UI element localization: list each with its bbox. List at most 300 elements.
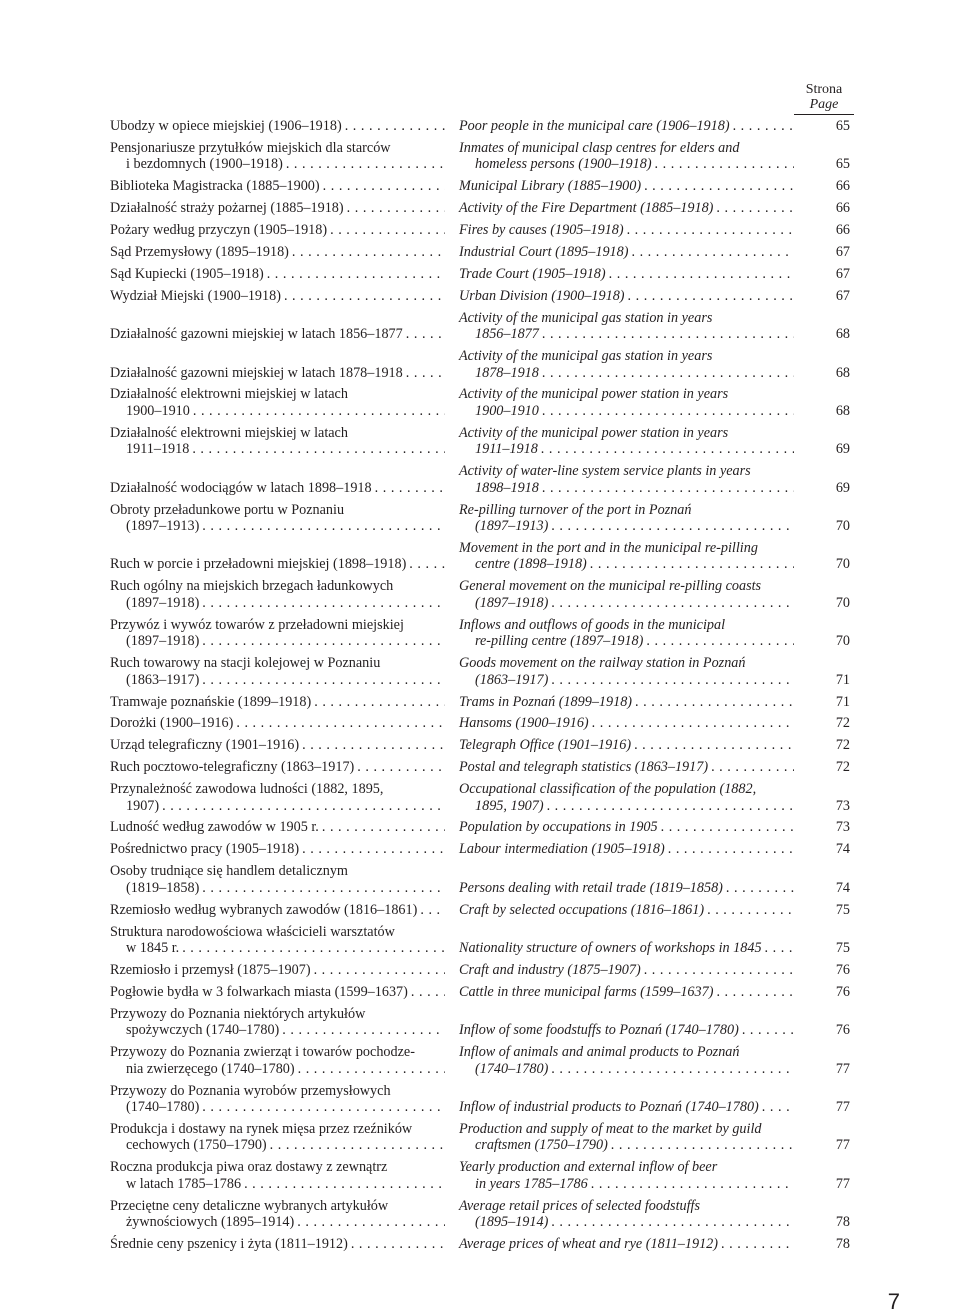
en-title-line2 — [459, 902, 794, 919]
page-ref: 67 — [835, 287, 850, 304]
pl-title-text: Działalność gazowni miejskiej w latach 1878–1918 — [110, 364, 403, 381]
pl-title-text: Rzemiosło według wybranych zawodów (1816–1861) — [110, 901, 418, 918]
en-title-text: Cattle in three municipal farms (1599–1637) — [459, 983, 714, 1000]
polish-title — [110, 118, 445, 135]
pl-title-text: Ruch w porcie i przeładowni miejskiej (1898–1918) — [110, 556, 407, 573]
polish-title — [110, 984, 445, 1001]
pl-title-line2 — [110, 1061, 445, 1078]
en-title-text: 1911–1918 — [475, 441, 538, 458]
page-ref: 77 — [835, 1175, 850, 1192]
toc-entry — [110, 759, 850, 776]
en-title-text: Trade Court (1905–1918) — [459, 265, 606, 282]
pl-title-line2 — [110, 759, 445, 776]
en-title-text: (1897–1913) — [475, 518, 549, 535]
dot-leader — [342, 118, 445, 135]
english-title — [459, 386, 794, 419]
pl-title-text: żywnościowych (1895–1914) — [126, 1214, 295, 1231]
pl-title-line2 — [110, 288, 445, 305]
dot-leader — [704, 902, 794, 919]
polish-title — [110, 1198, 445, 1231]
pl-title-text: Pożary według przyczyn (1905–1918) — [110, 222, 328, 239]
english-title — [459, 1198, 794, 1231]
en-title-line1: Goods movement on the railway station in Poznań — [459, 655, 746, 672]
en-title-line2 — [459, 880, 794, 897]
polish-title — [110, 1159, 445, 1192]
english-title — [459, 140, 794, 173]
pl-title-line2 — [110, 200, 445, 217]
dot-leader — [631, 737, 794, 754]
page-ref: 66 — [835, 222, 850, 239]
toc-entry — [110, 140, 850, 173]
dot-leader — [730, 118, 794, 135]
pl-title-text: Średnie ceny pszenicy i żyta (1811–1912) — [110, 1236, 348, 1253]
en-title-line1: Re-pilling turnover of the port in Poznań — [459, 501, 692, 518]
english-title — [459, 1236, 794, 1253]
en-title-line2 — [459, 556, 794, 573]
pl-title-text: Tramwaje poznańskie (1899–1918) — [110, 693, 312, 710]
dot-leader — [739, 1022, 794, 1039]
dot-leader — [233, 715, 445, 732]
toc-entry — [110, 1159, 850, 1192]
en-title-text: 1856–1877 — [475, 326, 539, 343]
pl-title-line2 — [110, 365, 445, 382]
en-title-text: 1878–1918 — [475, 364, 539, 381]
pl-title-line1: Osoby trudniące się handlem detalicznym — [110, 863, 348, 880]
en-title-text: Hansoms (1900–1916) — [459, 715, 589, 732]
en-title-line2 — [459, 962, 794, 979]
polish-title — [110, 1006, 445, 1039]
pl-title-line1: Przynależność zawodowa ludności (1882, 1895, — [110, 781, 384, 798]
polish-title — [110, 178, 445, 195]
english-title — [459, 694, 794, 711]
pl-title-text: i bezdomnych (1900–1918) — [126, 156, 283, 173]
en-title-line2 — [459, 940, 794, 957]
polish-title — [110, 480, 445, 497]
pl-title-line2 — [110, 1099, 445, 1116]
page-column-header — [794, 82, 854, 115]
english-title — [459, 1022, 794, 1039]
dot-leader — [606, 266, 794, 283]
pl-title-text: Działalność gazowni miejskiej w latach 1856–1877 — [110, 326, 403, 343]
polish-title — [110, 1121, 445, 1154]
en-title-line1: Inflows and outflows of goods in the municipal — [459, 616, 726, 633]
en-title-line2 — [459, 1137, 794, 1154]
pl-title-line2 — [110, 244, 445, 261]
dot-leader — [539, 480, 794, 497]
dot-leader — [199, 1099, 445, 1116]
dot-leader — [320, 178, 445, 195]
english-title — [459, 288, 794, 305]
pl-title-line1: Przywozy do Poznania niektórych artykułów — [110, 1005, 366, 1022]
toc-entry — [110, 386, 850, 419]
polish-title — [110, 386, 445, 419]
pl-title-text: (1863–1917) — [126, 671, 200, 688]
toc-entry — [110, 578, 850, 611]
dot-leader — [311, 694, 445, 711]
pl-title-line2 — [110, 841, 445, 858]
english-title — [459, 1099, 794, 1116]
en-title-line2 — [459, 326, 794, 343]
pl-title-text: Biblioteka Magistracka (1885–1900) — [110, 178, 320, 195]
dot-leader — [632, 694, 794, 711]
dot-leader — [408, 984, 445, 1001]
en-title-line2 — [459, 118, 794, 135]
en-title-line2 — [459, 1176, 794, 1193]
en-title-text: (1897–1918) — [475, 594, 549, 611]
page-ref: 71 — [835, 671, 850, 688]
pl-title-line2 — [110, 326, 445, 343]
english-title — [459, 540, 794, 573]
toc-entry — [110, 463, 850, 496]
polish-title — [110, 288, 445, 305]
en-title-line1: Yearly production and external inflow of beer — [459, 1159, 718, 1176]
en-title-line2 — [459, 633, 794, 650]
dot-leader — [643, 633, 794, 650]
dot-leader — [241, 1176, 445, 1193]
toc-entry — [110, 288, 850, 305]
toc-entry — [110, 984, 850, 1001]
pl-title-line2 — [110, 984, 445, 1001]
english-title — [459, 425, 794, 458]
page-ref: 75 — [835, 901, 850, 918]
en-title-text: 1900–1910 — [475, 402, 539, 419]
dot-leader — [327, 222, 445, 239]
en-title-text: Inflow of some foodstuffs to Poznań (1740–1780) — [459, 1022, 739, 1039]
toc-entry — [110, 1236, 850, 1253]
en-title-line1: Inmates of municipal clasp centres for elders and — [459, 139, 740, 156]
english-title — [459, 655, 794, 688]
polish-title — [110, 715, 445, 732]
page-ref: 73 — [835, 819, 850, 836]
pl-title-text: Działalność wodociągów w latach 1898–1918 — [110, 479, 372, 496]
pl-title-text: cechowych (1750–1790) — [126, 1137, 267, 1154]
dot-leader — [311, 962, 445, 979]
english-title — [459, 715, 794, 732]
pl-title-line2 — [110, 178, 445, 195]
en-title-text: craftsmen (1750–1790) — [475, 1137, 608, 1154]
en-title-line1: General movement on the municipal re-pilling coasts — [459, 578, 762, 595]
english-title — [459, 118, 794, 135]
pl-title-line2 — [110, 118, 445, 135]
toc-entry — [110, 924, 850, 957]
dot-leader — [417, 902, 445, 919]
toc-entry — [110, 200, 850, 217]
page-number: 7 — [887, 1289, 900, 1314]
pl-title-line1: Ruch towarowy na stacji kolejowej w Poznaniu — [110, 655, 381, 672]
toc-entry — [110, 819, 850, 836]
toc-entry — [110, 310, 850, 343]
en-title-text: Telegraph Office (1901–1916) — [459, 737, 632, 754]
header-page: Page — [794, 97, 854, 115]
dot-leader — [299, 841, 445, 858]
polish-title — [110, 1083, 445, 1116]
en-title-line2 — [459, 365, 794, 382]
dot-leader — [372, 480, 445, 497]
toc-entry — [110, 1121, 850, 1154]
en-title-line2 — [459, 819, 794, 836]
page-ref: 69 — [835, 441, 850, 458]
english-title — [459, 962, 794, 979]
header-strona: Strona — [805, 82, 843, 97]
toc-entry — [110, 348, 850, 381]
dot-leader — [708, 759, 794, 776]
pl-title-line2 — [110, 1137, 445, 1154]
en-title-line1: Activity of the municipal gas station in years — [459, 348, 713, 365]
dot-leader — [589, 715, 794, 732]
polish-title — [110, 425, 445, 458]
en-title-text: Average prices of wheat and rye (1811–1912) — [459, 1236, 718, 1253]
page-ref: 65 — [835, 118, 850, 134]
pl-title-line2 — [110, 441, 445, 458]
page-ref: 70 — [835, 594, 850, 611]
english-title — [459, 1159, 794, 1192]
polish-title — [110, 902, 445, 919]
pl-title-text: spożywczych (1740–1780) — [126, 1022, 280, 1039]
toc-entry — [110, 266, 850, 283]
toc-list — [110, 118, 850, 1258]
en-title-line2 — [459, 480, 794, 497]
polish-title — [110, 222, 445, 239]
dot-leader — [658, 819, 794, 836]
dot-leader — [344, 200, 445, 217]
en-title-line2 — [459, 441, 794, 458]
dot-leader — [544, 798, 794, 815]
en-title-line2 — [459, 266, 794, 283]
pl-title-text: (1897–1918) — [126, 594, 200, 611]
english-title — [459, 841, 794, 858]
en-title-line1: Activity of water-line system service plants in years — [459, 463, 751, 480]
dot-leader — [281, 288, 445, 305]
pl-title-line2 — [110, 222, 445, 239]
pl-title-text: Sąd Kupiecki (1905–1918) — [110, 265, 264, 282]
page-ref: 78 — [835, 1236, 850, 1253]
page-ref: 73 — [835, 797, 850, 814]
dot-leader — [319, 819, 445, 836]
en-title-line2 — [459, 156, 794, 173]
dot-leader — [179, 940, 445, 957]
english-title — [459, 266, 794, 283]
pl-title-text: Dorożki (1900–1916) — [110, 715, 234, 732]
english-title — [459, 617, 794, 650]
page-ref: 72 — [835, 737, 850, 754]
en-title-text: Postal and telegraph statistics (1863–1917) — [459, 759, 709, 776]
toc-entry — [110, 1198, 850, 1231]
toc-entry — [110, 962, 850, 979]
pl-title-text: w 1845 r. — [126, 940, 180, 957]
page-ref: 77 — [835, 1137, 850, 1154]
dot-leader — [159, 798, 445, 815]
toc-entry — [110, 902, 850, 919]
en-title-line2 — [459, 222, 794, 239]
en-title-line2 — [459, 595, 794, 612]
dot-leader — [665, 841, 794, 858]
en-title-text: Industrial Court (1895–1918) — [459, 243, 629, 260]
en-title-line1: Activity of the municipal power station in years — [459, 424, 729, 441]
pl-title-line2 — [110, 902, 445, 919]
en-title-line1: Average retail prices of selected foodstuffs — [459, 1197, 701, 1214]
dot-leader — [588, 1176, 794, 1193]
en-title-text: 1898–1918 — [475, 479, 539, 496]
pl-title-line2 — [110, 556, 445, 573]
english-title — [459, 222, 794, 239]
en-title-line2 — [459, 403, 794, 420]
polish-title — [110, 863, 445, 896]
pl-title-line2 — [110, 403, 445, 420]
en-title-line1: Occupational classification of the population (1882, — [459, 781, 757, 798]
page-ref: 68 — [835, 364, 850, 381]
pl-title-text: Wydział Miejski (1900–1918) — [110, 287, 281, 304]
pl-title-line2 — [110, 480, 445, 497]
page-ref: 70 — [835, 633, 850, 650]
pl-title-line1: Przywozy do Poznania wyrobów przemysłowych — [110, 1082, 391, 1099]
dot-leader — [539, 326, 794, 343]
en-title-line2 — [459, 1099, 794, 1116]
page-ref: 78 — [835, 1214, 850, 1231]
dot-leader — [279, 1022, 445, 1039]
pl-title-text: Urząd telegraficzny (1901–1916) — [110, 737, 300, 754]
pl-title-text: Pogłowie bydła w 3 folwarkach miasta (1599–1637) — [110, 983, 408, 1000]
dot-leader — [652, 156, 794, 173]
pl-title-text: Rzemiosło i przemysł (1875–1907) — [110, 961, 311, 978]
en-title-line2 — [459, 798, 794, 815]
dot-leader — [641, 178, 794, 195]
dot-leader — [264, 266, 445, 283]
english-title — [459, 880, 794, 897]
dot-leader — [299, 737, 445, 754]
page-ref: 68 — [835, 402, 850, 419]
pl-title-text: 1900–1910 — [126, 402, 190, 419]
en-title-line2 — [459, 1022, 794, 1039]
dot-leader — [628, 244, 794, 261]
dot-leader — [548, 672, 794, 689]
en-title-line1: Activity of the municipal power station in years — [459, 386, 729, 403]
pl-title-line2 — [110, 1176, 445, 1193]
dot-leader — [587, 556, 794, 573]
polish-title — [110, 781, 445, 814]
pl-title-line2 — [110, 595, 445, 612]
page-ref: 76 — [835, 983, 850, 1000]
en-title-line2 — [459, 200, 794, 217]
pl-title-line2 — [110, 715, 445, 732]
dot-leader — [624, 222, 794, 239]
page-ref: 76 — [835, 1022, 850, 1039]
page-ref: 77 — [835, 1099, 850, 1115]
dot-leader — [199, 595, 445, 612]
pl-title-line1: Roczna produkcja piwa oraz dostawy z zewnątrz — [110, 1159, 388, 1176]
en-title-line2 — [459, 1214, 794, 1231]
pl-title-line2 — [110, 798, 445, 815]
polish-title — [110, 1044, 445, 1077]
pl-title-text: Ubodzy w opiece miejskiej (1906–1918) — [110, 118, 342, 134]
en-title-text: Activity of the Fire Department (1885–1918) — [459, 200, 714, 217]
pl-title-text: Pośrednictwo pracy (1905–1918) — [110, 841, 300, 858]
dot-leader — [548, 595, 794, 612]
page-ref: 75 — [835, 940, 850, 957]
english-title — [459, 940, 794, 957]
english-title — [459, 578, 794, 611]
pl-title-line2 — [110, 1022, 445, 1039]
polish-title — [110, 819, 445, 836]
page-ref: 70 — [835, 556, 850, 573]
pl-title-line1: Działalność elektrowni miejskiej w latach — [110, 424, 348, 441]
pl-title-text: (1819–1858) — [126, 879, 200, 896]
dot-leader — [289, 244, 445, 261]
polish-title — [110, 924, 445, 957]
page-ref: 72 — [835, 759, 850, 776]
pl-title-line2 — [110, 672, 445, 689]
en-title-text: in years 1785–1786 — [475, 1175, 588, 1192]
english-title — [459, 200, 794, 217]
dot-leader — [723, 880, 794, 897]
en-title-line2 — [459, 244, 794, 261]
english-title — [459, 1121, 794, 1154]
english-title — [459, 178, 794, 195]
pl-title-text: 1911–1918 — [126, 441, 190, 458]
page-ref: 76 — [835, 961, 850, 978]
toc-entry — [110, 841, 850, 858]
en-title-text: Trams in Poznań (1899–1918) — [459, 693, 633, 710]
en-title-text: (1895–1914) — [475, 1214, 549, 1231]
toc-entry — [110, 425, 850, 458]
dot-leader — [267, 1137, 445, 1154]
toc-entry — [110, 863, 850, 896]
dot-leader — [713, 984, 794, 1001]
pl-title-line2 — [110, 737, 445, 754]
pl-title-line2 — [110, 1236, 445, 1253]
page-ref: 68 — [835, 326, 850, 343]
pl-title-line1: Ruch ogólny na miejskich brzegach ładunkowych — [110, 578, 394, 595]
dot-leader — [199, 672, 445, 689]
dot-leader — [199, 518, 445, 535]
pl-title-text: Ludność według zawodów w 1905 r. — [110, 819, 319, 836]
en-title-text: centre (1898–1918) — [475, 556, 587, 573]
polish-title — [110, 1236, 445, 1253]
en-title-text: (1740–1780) — [475, 1060, 549, 1077]
toc-entry — [110, 118, 850, 135]
english-title — [459, 737, 794, 754]
page-ref: 65 — [835, 156, 850, 173]
pl-title-text: (1897–1913) — [126, 518, 200, 535]
en-title-text: Municipal Library (1885–1900) — [459, 178, 642, 195]
en-title-text: Craft and industry (1875–1907) — [459, 961, 641, 978]
pl-title-line2 — [110, 518, 445, 535]
pl-title-line2 — [110, 694, 445, 711]
pl-title-text: Ruch pocztowo-telegraficzny (1863–1917) — [110, 759, 355, 776]
dot-leader — [190, 403, 445, 420]
en-title-line2 — [459, 178, 794, 195]
page-ref: 70 — [835, 518, 850, 535]
page-ref: 74 — [835, 841, 850, 858]
dot-leader — [539, 365, 794, 382]
pl-title-line1: Struktura narodowościowa właścicieli warsztatów — [110, 923, 395, 940]
pl-title-line2 — [110, 940, 445, 957]
en-title-line2 — [459, 737, 794, 754]
en-title-text: Nationality structure of owners of workshops in 1845 — [459, 940, 762, 957]
polish-title — [110, 556, 445, 573]
en-title-text: Persons dealing with retail trade (1819–1858) — [459, 879, 723, 896]
toc-entry — [110, 737, 850, 754]
english-title — [459, 244, 794, 261]
dot-leader — [539, 403, 794, 420]
en-title-line1: Inflow of animals and animal products to Poznań — [459, 1044, 740, 1061]
en-title-line2 — [459, 841, 794, 858]
toc-entry — [110, 244, 850, 261]
en-title-text: Labour intermediation (1905–1918) — [459, 841, 665, 858]
pl-title-line1: Przeciętne ceny detaliczne wybranych artykułów — [110, 1197, 389, 1214]
toc-entry — [110, 1044, 850, 1077]
dot-leader — [762, 940, 794, 957]
pl-title-line1: Obroty przeładunkowe portu w Poznaniu — [110, 501, 345, 518]
